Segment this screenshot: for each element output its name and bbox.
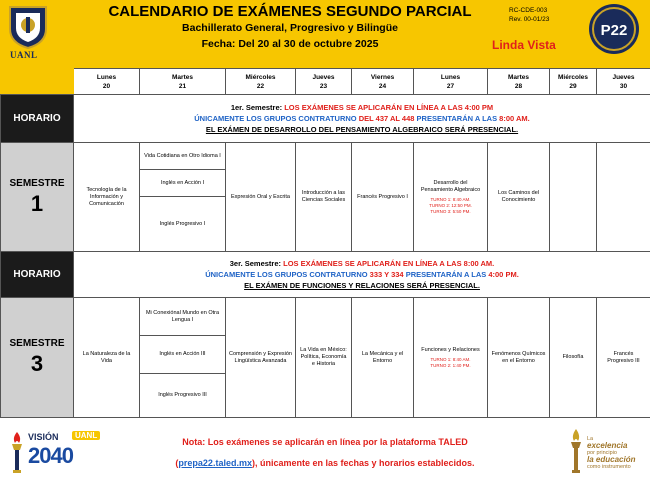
day-header-lunes-20 [74,69,140,95]
semestre-number: 3 [30,351,44,376]
platform-note-detail [120,458,530,468]
sem3-notice-line3: EL EXÁMEN DE FUNCIONES Y RELACIONES SERÁ PRESENCIAL. [244,281,480,290]
vision-uanl-badge: UANL [72,431,100,440]
sem3-martes-21-subject-c: Inglés Progresivo III [140,374,226,418]
semestre-1-label [1,143,74,252]
sem3-row-a [1,298,650,336]
semestre-label-text: SEMESTRE [9,338,65,349]
day-name: Jueves [612,73,635,81]
day-header-jueves-23 [296,69,352,95]
day-name: Lunes [440,73,461,81]
sem1-notice [74,95,650,143]
sem3-notice-line1 [76,258,648,269]
page-title: CALENDARIO DE EXÁMENES SEGUNDO PARCIAL [108,3,472,20]
semestre-label-text: SEMESTRE [9,177,65,189]
sem3-notice-l2d: 4:00 PM. [488,270,519,279]
sem1-notice-l2a: ÚNICAMENTE LOS GRUPOS CONTRATURNO [194,114,359,123]
sem3-viernes-24-subject: La Mecánica y el Entorno [352,298,414,418]
sem1-turnos [417,197,484,215]
turno-3: TURNO 3: 5:50 PM. [430,208,471,214]
day-number: 23 [319,82,328,90]
sem1-notice-l1a: 1er. Semestre: [230,103,285,112]
corner-cell [1,69,74,95]
sem3-jueves-30-subject: Francés Progresivo III [597,298,650,418]
day-number: 20 [102,82,111,90]
sem3-notice-row [1,252,650,298]
note-open-paren: ( [175,458,179,468]
day-name: Martes [508,73,529,81]
sem3-notice-l2b: 333 Y 334 [369,270,404,279]
sem1-lunes-20-subject: Tecnología de la Información y Comunicación [74,143,140,252]
sem3-jueves-23-subject: La Vida en México: Política, Economía e Historia [296,298,352,418]
exam-calendar-table [0,68,650,418]
doc-revision-text: Rev. 00-01/23 [509,16,550,23]
sem3-martes-28-subject: Fenómenos Químicos en el Entorno [488,298,550,418]
sem1-notice-line3: EL EXÁMEN DE DESARROLLO DEL PENSAMIENTO ALGEBRAICO SERÁ PRESENCIAL. [205,125,519,134]
sem1-miercoles-22-subject: Expresión Oral y Escrita [226,143,296,252]
torch-icon [8,430,26,474]
motto-l4: la educación [587,454,636,464]
platform-note: Nota: Los exámenes se aplicarán en línea por la plataforma TALED [182,437,468,447]
vision-year: 2040 [28,443,73,468]
prepa22-logo-text: P22 [600,22,628,39]
day-number: 24 [378,82,387,90]
motto-l3: por principio [587,450,617,456]
campus-name: Linda Vista [492,38,556,52]
day-name: Miércoles [558,73,588,81]
sem1-miercoles-29-subject [550,143,597,252]
day-header-row [1,69,650,95]
prepa22-logo-icon [588,3,640,55]
sem1-notice-l2b: DEL 437 AL 448 [358,114,415,123]
day-number: 21 [178,82,187,90]
turno-2: TURNO 2: 12:50 PM. [429,202,472,208]
day-number: 28 [514,82,523,90]
excellence-motto [587,436,635,471]
sem3-notice [74,252,650,298]
exam-date-range: Fecha: Del 20 al 30 de octubre 2025 [201,38,379,50]
sem1-row-a [1,143,650,170]
day-header-lunes-27 [414,69,488,95]
horario-label-sem3: HORARIO [1,252,74,298]
sem3-lunes-27-subject-name: Funciones y Relaciones [421,346,480,353]
sem1-jueves-23-subject: Introducción a las Ciencias Sociales [296,143,352,252]
sem1-notice-line2 [76,113,648,124]
note-rest: ), únicamente en las fechas y horarios establecidos. [251,458,475,468]
sem1-notice-row [1,95,650,143]
day-name: Martes [172,73,193,81]
day-name: Lunes [96,73,117,81]
day-name: Viernes [370,73,395,81]
sem1-martes-21-subject-a: Vida Cotidiana en Otro Idioma I [140,143,226,170]
motto-l2: excelencia [587,440,628,450]
turno-1: TURNO 1: 8:40 AM. [430,196,471,202]
semestre-3-label [1,298,74,418]
sem3-notice-l1b: LOS EXÁMENES SE APLICARÁN EN LÍNEA A LAS 8:00 AM. [283,259,495,268]
day-number: 27 [446,82,455,90]
motto-l1: La [587,436,594,442]
excellence-torch-icon [567,427,585,475]
day-number: 30 [619,82,628,90]
sem3-lunes-20-subject: La Naturaleza de la Vida [74,298,140,418]
motto-l5: como instrumento [587,464,631,470]
day-header-miercoles-29 [550,69,597,95]
day-number: 29 [569,82,577,90]
sem1-jueves-30-subject [597,143,650,252]
day-name: Miércoles [245,73,276,81]
page-header [0,0,650,68]
document-code [509,6,549,24]
sem3-martes-21-subject-b: Inglés en Acción III [140,336,226,374]
sem1-viernes-24-subject: Francés Progresivo I [352,143,414,252]
semestre-number: 1 [30,190,44,216]
vision-label: VISIÓN [28,432,59,442]
sem3-turnos [417,357,484,369]
sem3-notice-l2a: ÚNICAMENTE LOS GRUPOS CONTRATURNO [205,270,370,279]
day-header-viernes-24 [352,69,414,95]
sem1-notice-l1b: LOS EXÁMENES SE APLICARÁN EN LÍNEA A LAS 4:00 PM [284,103,494,112]
sem3-notice-l1a: 3er. Semestre: [229,259,284,268]
sem1-notice-l2c: PRESENTARÁN A LAS [414,114,500,123]
sem3-miercoles-29-subject: Filosofía [550,298,597,418]
day-header-miercoles-22 [226,69,296,95]
day-number: 22 [256,82,265,90]
day-name: Jueves [312,73,335,81]
sem1-lunes-27-subject-name: Desarrollo del Pensamiento Algebraico [420,179,481,193]
sem1-lunes-27-subject [414,143,488,252]
sem3-lunes-27-subject [414,298,488,418]
uanl-crest-icon [6,3,50,49]
university-abbr: UANL [10,50,38,60]
sem3-notice-line2 [76,269,648,280]
sem1-notice-l2d: 8:00 AM. [499,114,530,123]
page-subtitle: Bachillerato General, Progresivo y Bilingüe [182,22,398,34]
day-header-jueves-30 [597,69,650,95]
sem3-martes-21-subject-a: Mi Conexiónal Mundo en Otra Lengua I [140,298,226,336]
sem1-martes-28-subject: Los Caminos del Conocimiento [488,143,550,252]
doc-code-text: RC-CDE-003 [509,7,548,14]
sem1-martes-21-subject-b: Inglés en Acción I [140,170,226,197]
sem3-notice-l2c: PRESENTARÁN A LAS [403,270,489,279]
day-header-martes-21 [140,69,226,95]
day-header-martes-28 [488,69,550,95]
sem3-miercoles-22-subject: Comprensión y Expresión Lingüística Avanzada [226,298,296,418]
taled-link[interactable]: prepa22.taled.mx [178,458,252,468]
sem1-martes-21-subject-c: Inglés Progresivo I [140,197,226,252]
turno-2: TURNO 2: 1:40 PM. [430,362,471,368]
turno-1: TURNO 1: 8:40 AM. [430,356,471,362]
sem1-notice-line1 [76,102,648,113]
horario-label-sem1: HORARIO [1,95,74,143]
